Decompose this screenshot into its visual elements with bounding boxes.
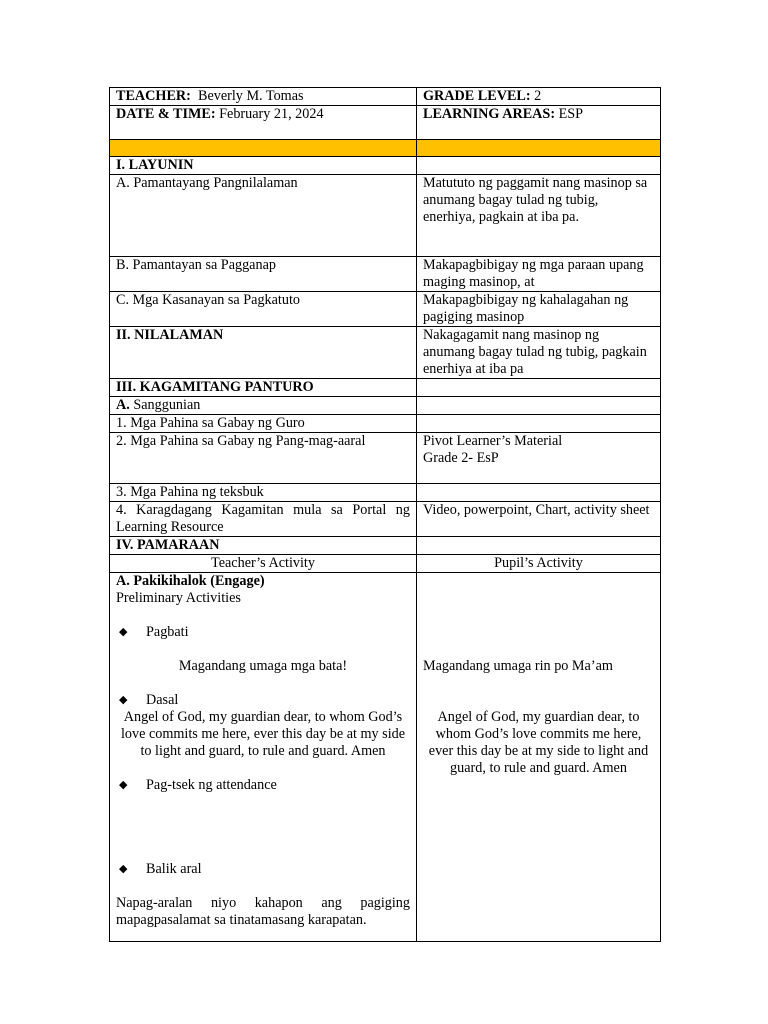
dasal-label: Dasal — [146, 692, 179, 708]
highlight-cell-right — [417, 140, 661, 157]
bullet-icon: ◆ — [119, 626, 128, 638]
grade-value: 2 — [534, 88, 542, 104]
pupil-greeting: Magandang umaga rin po Ma’am — [423, 658, 613, 674]
pagganap-value: Makapagbibigay ng mga paraan upang maging masinop, at — [417, 257, 661, 292]
layunin-heading: I. LAYUNIN — [110, 157, 417, 175]
areas-cell — [417, 106, 661, 140]
balik-aral-item — [116, 861, 410, 878]
lesson-plan-table — [109, 87, 661, 942]
kagamitan-row — [110, 379, 661, 397]
portal-row — [110, 502, 661, 537]
gabay-magaaral-label: 2. Mga Pahina sa Gabay ng Pang-mag-aaral — [110, 433, 417, 484]
gabay-magaaral-value-line1: Pivot Learner’s Material — [423, 433, 563, 449]
nilalaman-value: Nakagagamit nang masinop ng anumang bagay tulad ng tubig, pagkain enerhiya at iba pa — [417, 327, 661, 379]
areas-value: ESP — [558, 106, 584, 122]
gabay-magaaral-value-line2: Grade 2- EsP — [423, 450, 499, 466]
dasal-item — [116, 692, 410, 709]
kasanayan-row — [110, 292, 661, 327]
nilalaman-heading: II. NILALAMAN — [110, 327, 417, 379]
sanggunian-row — [110, 397, 661, 415]
bullet-icon: ◆ — [119, 779, 128, 791]
pupil-activity-cell — [417, 573, 661, 942]
gabay-guro-row — [110, 415, 661, 433]
date-cell — [110, 106, 417, 140]
engage-heading: A. Pakikihalok (Engage) — [116, 573, 265, 589]
sanggunian-letter: A. — [116, 397, 130, 413]
pamaraan-heading: IV. PAMARAAN — [110, 537, 417, 555]
attendance-item — [116, 777, 410, 794]
review-text: Napag-aralan niyo kahapon ang pagiging mapagpasalamat sa tinatamasang karapatan. — [116, 895, 410, 928]
sanggunian-cell — [110, 397, 417, 415]
pagbati-item — [116, 624, 410, 641]
activity-header-row — [110, 555, 661, 573]
layunin-empty — [417, 157, 661, 175]
attendance-label: Pag-tsek ng attendance — [146, 777, 277, 793]
teacher-activity-cell — [110, 573, 417, 942]
pagganap-label: B. Pamantayan sa Pagganap — [110, 257, 417, 292]
balik-aral-label: Balik aral — [146, 861, 202, 877]
bullet-icon: ◆ — [119, 694, 128, 706]
teacher-label: TEACHER: — [116, 88, 191, 104]
teacher-activity-header: Teacher’s Activity — [110, 555, 417, 573]
pamantayang-row — [110, 175, 661, 257]
highlight-row — [110, 140, 661, 157]
teksbuk-label: 3. Mga Pahina ng teksbuk — [110, 484, 417, 502]
pamantayang-value — [417, 175, 661, 257]
teacher-row — [110, 88, 661, 106]
date-value: February 21, 2024 — [219, 106, 324, 122]
gabay-magaaral-row — [110, 433, 661, 484]
areas-label: LEARNING AREAS: — [423, 106, 556, 122]
sanggunian-empty — [417, 397, 661, 415]
kasanayan-value: Makapagbibigay ng kahalagahan ng pagiging masinop — [417, 292, 661, 327]
gabay-guro-empty — [417, 415, 661, 433]
teacher-value: Beverly M. Tomas — [197, 88, 304, 104]
portal-value: Video, powerpoint, Chart, activity sheet — [417, 502, 661, 537]
teksbuk-empty — [417, 484, 661, 502]
pamantayang-value-line1: Matututo ng paggamit nang masinop sa anumang bagay tulad ng tubig, — [423, 175, 648, 208]
kagamitan-heading: III. KAGAMITANG PANTURO — [110, 379, 417, 397]
pamaraan-empty — [417, 537, 661, 555]
kagamitan-empty — [417, 379, 661, 397]
sanggunian-label: Sanggunian — [133, 397, 201, 413]
teacher-prayer: Angel of God, my guardian dear, to whom God’s love commits me here, ever this day be at my side to light and guard, to rule and guard. Amen — [120, 709, 406, 759]
teacher-greeting: Magandang umaga mga bata! — [178, 658, 348, 674]
pagganap-row — [110, 257, 661, 292]
kasanayan-label: C. Mga Kasanayan sa Pagkatuto — [110, 292, 417, 327]
pamantayang-label: A. Pamantayang Pangnilalaman — [110, 175, 417, 257]
highlight-cell-left — [110, 140, 417, 157]
preliminary-label: Preliminary Activities — [116, 590, 241, 606]
layunin-row — [110, 157, 661, 175]
pamantayang-value-line2: enerhiya, pagkain at iba pa. — [423, 209, 579, 225]
grade-cell — [417, 88, 661, 106]
bullet-icon: ◆ — [119, 863, 128, 875]
grade-label: GRADE LEVEL: — [423, 88, 531, 104]
portal-label: 4. Karagdagang Kagamitan mula sa Portal ng Learning Resource — [110, 502, 417, 537]
nilalaman-row — [110, 327, 661, 379]
gabay-guro-label: 1. Mga Pahina sa Gabay ng Guro — [110, 415, 417, 433]
gabay-magaaral-value — [417, 433, 661, 484]
activity-content-row — [110, 573, 661, 942]
pupil-prayer: Angel of God, my guardian dear, to whom God’s love commits me here, ever this day be at my side to light and guard, to rule and guard. Amen — [428, 709, 649, 776]
teacher-cell — [110, 88, 417, 106]
pupil-activity-header: Pupil’s Activity — [417, 555, 661, 573]
pagbati-label: Pagbati — [146, 624, 189, 640]
teksbuk-row — [110, 484, 661, 502]
pamaraan-row — [110, 537, 661, 555]
date-label: DATE & TIME: — [116, 106, 216, 122]
date-row — [110, 106, 661, 140]
